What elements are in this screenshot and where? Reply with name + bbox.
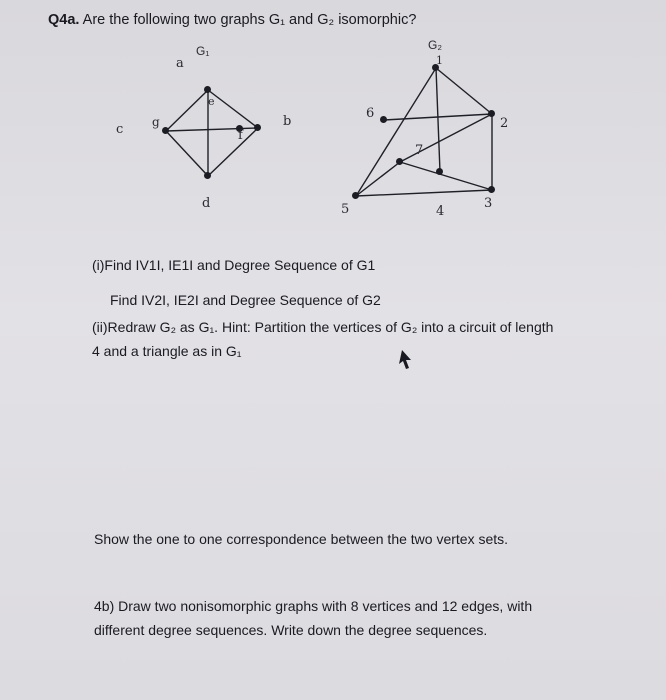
g1-label-b: b: [283, 114, 292, 129]
g2-label-4: 4: [436, 204, 445, 219]
part-i-line1: (i)Find IV1I, IE1I and Degree Sequence of G1: [92, 257, 376, 273]
part-ii-line2: 4 and a triangle as in G₁: [92, 343, 242, 359]
question-text: Are the following two graphs G₁ and G₂ isomorphic?: [82, 12, 417, 28]
g2-title: G₂: [428, 38, 442, 52]
part-ii-line1: (ii)Redraw G₂ as G₁. Hint: Partition the vertices of G₂ into a circuit of length: [92, 319, 554, 335]
g2-label-7: 7: [415, 143, 424, 158]
part-b-line1: 4b) Draw two nonisomorphic graphs with 8 vertices and 12 edges, with: [94, 598, 533, 614]
g1-label-a: a: [176, 56, 184, 71]
correspondence-prompt: Show the one to one correspondence between the two vertex sets.: [94, 531, 509, 547]
g1-title: G₁: [196, 44, 210, 58]
part-b-line2: different degree sequences. Write down the degree sequences.: [94, 622, 488, 638]
g1-label-d: d: [202, 196, 211, 211]
g2-label-2: 2: [500, 116, 509, 131]
g2-label-1: 1: [436, 54, 443, 67]
question-number: Q4a.: [48, 12, 80, 28]
part-i-line2: Find IV2I, IE2I and Degree Sequence of G2: [110, 292, 381, 308]
g1-label-e: e: [208, 95, 215, 108]
g1-label-g: g: [152, 115, 160, 129]
g1-label-f: f: [238, 128, 243, 143]
g2-label-3: 3: [484, 196, 493, 211]
g1-label-c: c: [116, 122, 124, 137]
g2-label-5: 5: [341, 202, 350, 217]
g2-label-6: 6: [366, 106, 375, 121]
